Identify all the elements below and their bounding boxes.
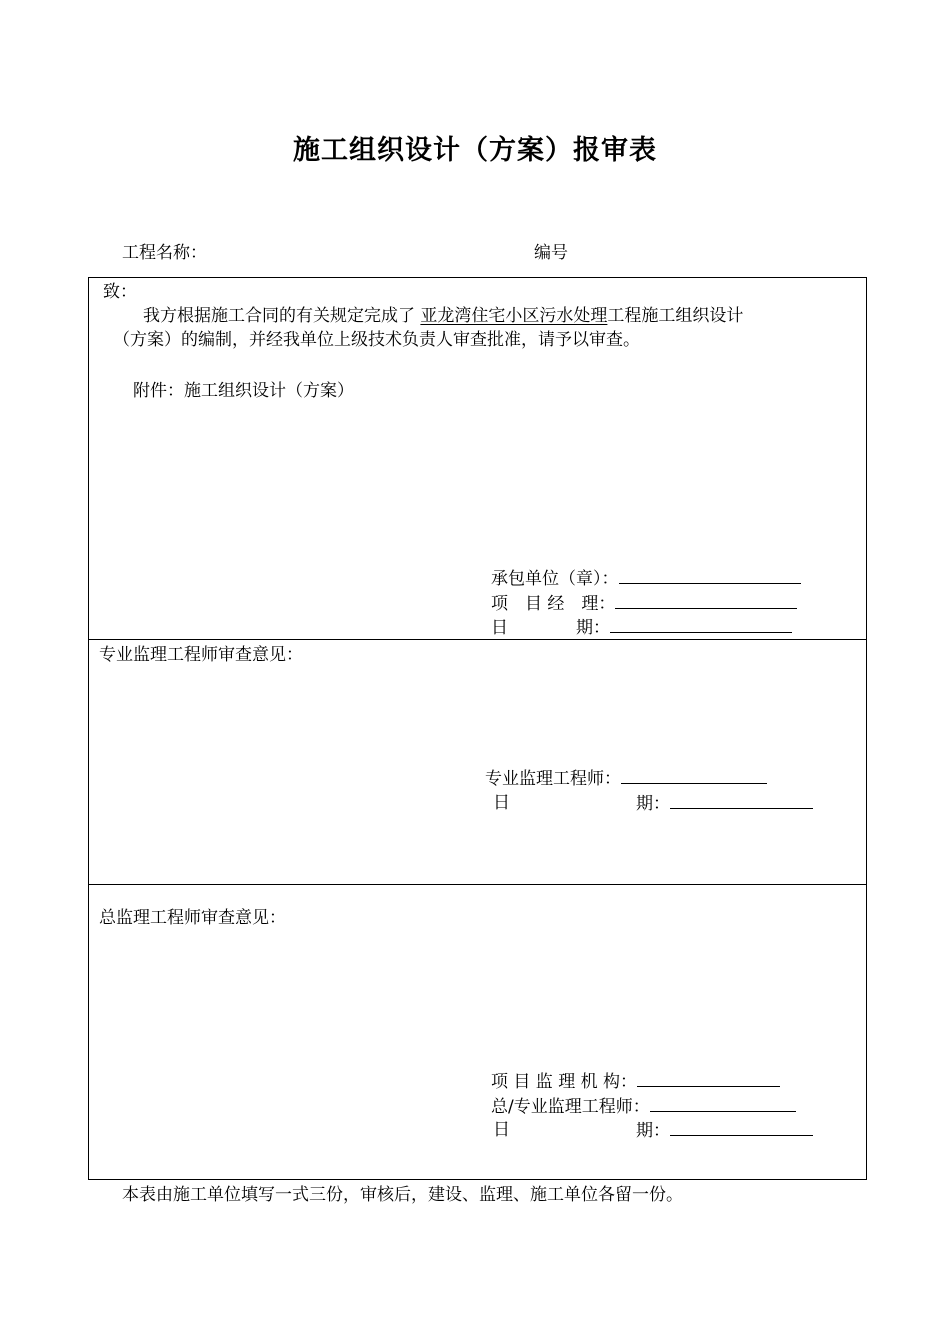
date-label-1: 日 期： — [491, 618, 610, 638]
date-row-3 — [636, 1118, 813, 1143]
project-name-value: 亚龙湾住宅小区污水处理 — [420, 306, 608, 326]
contractor-signature-line[interactable] — [619, 566, 801, 584]
to-label: 致： — [103, 282, 137, 302]
date-label-2-right: 期： — [636, 794, 670, 814]
footer-note: 本表由施工单位填写一式三份，审核后，建设、监理、施工单位各留一份。 — [122, 1185, 683, 1205]
row-divider-1 — [89, 639, 866, 640]
chief-opinion-heading: 总监理工程师审查意见： — [99, 908, 286, 928]
date-label-2-left: 日 — [493, 793, 510, 813]
number-label: 编号 — [534, 243, 568, 263]
org-label: 项 目 监 理 机 构： — [491, 1072, 638, 1092]
body-middle: 工程施工组织设计 — [607, 306, 744, 326]
chief-row — [491, 1094, 796, 1119]
date-row-2 — [636, 791, 813, 816]
date-row-1 — [491, 615, 792, 640]
body-prefix: 我方根据施工合同的有关规定完成了 — [143, 306, 415, 326]
contractor-label: 承包单位（章）： — [491, 569, 619, 589]
pm-label: 项 目 经 理： — [491, 594, 616, 614]
chief-signature-line[interactable] — [650, 1094, 796, 1112]
engineer-row — [485, 766, 767, 791]
body-line-1 — [143, 304, 743, 328]
contractor-row — [491, 566, 801, 591]
engineer-signature-line[interactable] — [621, 766, 767, 784]
body-line-2: （方案）的编制，并经我单位上级技术负责人审查批准，请予以审查。 — [113, 330, 640, 350]
review-form-table — [88, 277, 867, 1180]
pm-signature-line[interactable] — [615, 591, 797, 609]
date-label-3-right: 期： — [636, 1121, 670, 1141]
engineer-label: 专业监理工程师： — [485, 769, 621, 789]
date-line-3[interactable] — [670, 1118, 813, 1136]
row-divider-2 — [89, 884, 866, 885]
pm-row — [491, 591, 797, 616]
date-line-2[interactable] — [670, 791, 813, 809]
attachment-line: 附件：施工组织设计（方案） — [133, 381, 354, 401]
project-name-label: 工程名称： — [122, 243, 207, 263]
org-signature-line[interactable] — [637, 1069, 780, 1087]
page-title: 施工组织设计（方案）报审表 — [293, 135, 657, 166]
date-label-3-left: 日 — [493, 1120, 510, 1140]
date-line-1[interactable] — [610, 615, 792, 633]
engineer-opinion-heading: 专业监理工程师审查意见： — [99, 645, 303, 665]
org-row — [491, 1069, 780, 1094]
chief-label: 总/专业监理工程师： — [491, 1097, 650, 1117]
